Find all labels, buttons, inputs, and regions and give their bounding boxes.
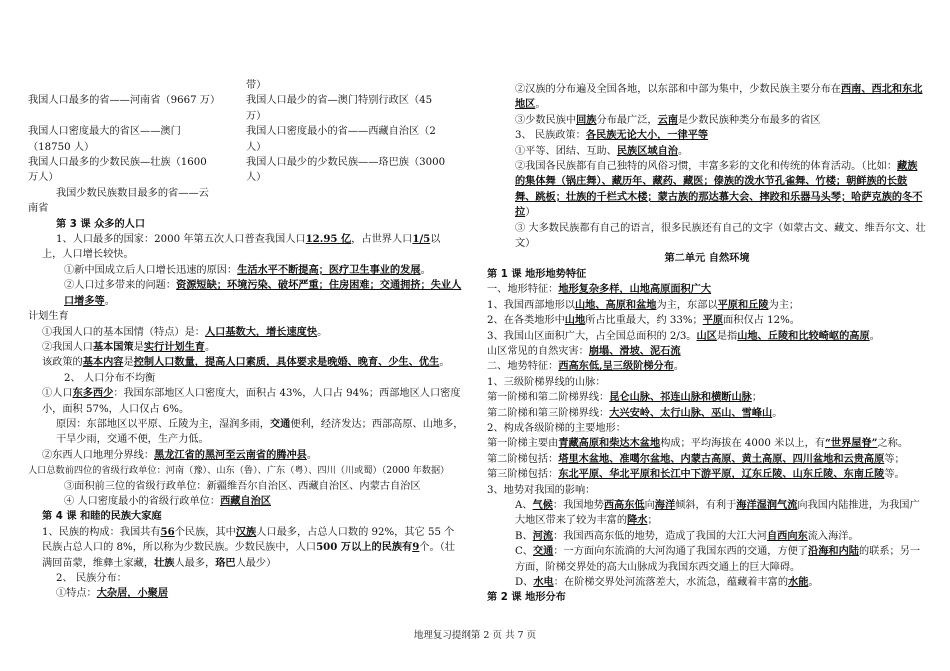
- paragraph: 3、地势对我国的影响：: [487, 484, 596, 496]
- paragraph: 1、人口最多的国家：2000 年第五次人口普查我国人口12.95 亿，占世界人口1/5以: [56, 233, 441, 246]
- paragraph: 2、在各类地形中山地所占比重最大，约 33%；平原面积仅占 12%。: [487, 314, 800, 327]
- stat-line: 万人） 人）: [28, 172, 267, 184]
- paragraph: 二、地势特征：西高东低,呈三级阶梯分布。: [487, 360, 685, 373]
- paragraph: ④ 人口密度最小的省级行政单位：西藏自治区: [64, 494, 271, 507]
- paragraph: 第二阶梯包括：塔里木盆地、准噶尔盆地、内蒙古高原、黄土高原、四川盆地和云贵高原等；: [487, 452, 905, 465]
- stat-line: 万）: [246, 110, 267, 122]
- paragraph: 3、我国山区面积广大，占全国总面积的 2/3。山区是指山地、丘陵和比较崎岖的高原。: [487, 329, 880, 342]
- paragraph: 我国少数民族数目最多的省——云: [56, 187, 209, 199]
- paragraph: 计划生育: [28, 311, 69, 323]
- paragraph: ②我国各民族都有自己独特的风俗习惯，丰富多彩的文化和传统的体育活动。（比如：藏族的集体舞（锅庄舞）、藏历年、藏药、藏医；傣族的泼水节孔雀舞、竹楼；朝鲜族的长鼓舞、跳板；壮族的千栏式木楼；蒙古族的那达慕大会、摔跤和乐器马头琴；哈萨克族的冬不拉）: [515, 160, 923, 219]
- page-footer: 地理复习提纲第 2 页 共 7 页: [413, 630, 537, 641]
- paragraph: A、气候：我国地势西高东低向海洋倾斜，有利于海洋湿润气流向我国内陆推进，为我国广大地区带来了较为丰富的降水；: [515, 498, 920, 527]
- paragraph: ③少数民族中回族分布最广泛，云南是少数民族种类分布最多的省区: [515, 113, 821, 126]
- paragraph: 3、 民族政策：各民族无论大小，一律平等: [515, 129, 709, 142]
- paragraph: 该政策的基本内容是控制人口数量，提高人口素质，具体要求是晚婚、晚育、少生、优生。: [42, 356, 450, 369]
- paragraph: 1、我国西部地形以山地、高原和盆地为主，东部以平原和丘陵为主；: [487, 298, 800, 311]
- stat-lines: [28, 78, 464, 186]
- right-column: [487, 82, 927, 606]
- paragraph: 第三阶梯包括：东北平原、华北平原和长江中下游平原，辽东丘陵、山东丘陵、东南丘陵等。: [487, 468, 905, 481]
- paragraph: 1、民族的构成：我国共有56个民族，其中汉族人口最多，占总人口数的 92%，其它 55 个民族占总人口的 8%，所以称为少数民族。少数民族中，人口500 万以上的民族有9个。（壮满回苗蒙，维彝土家藏，壮族人最多，珞巴人最少）: [42, 525, 455, 569]
- left-column: [28, 78, 464, 602]
- paragraph: ③ 大多数民族都有自己的语言，很多民族还有自己的文字（如蒙古文、藏文、维吾尔文、壮文）: [515, 222, 926, 250]
- paragraph: 第一阶梯和第二阶梯界线：昆仑山脉、祁连山脉和横断山脉；: [487, 391, 763, 404]
- paragraph: ①人口东多西少：我国东部地区人口密度大，面积占 43%，人口占 94%；西部地区人口密度小，面积 57%，人口仅占 6%。: [42, 387, 461, 415]
- paragraph: 第二阶梯和第三阶梯界线：大兴安岭、太行山脉、巫山、雪峰山。: [487, 406, 783, 419]
- stat-line: 带）: [246, 80, 267, 91]
- paragraph: C、交通：一方面向东流淌的大河沟通了我国东西的交通，方便了沿海和内陆的联系；另一方面，阶梯交界处的高大山脉成为我国东西交通上的巨大障碍。: [515, 545, 921, 573]
- stat-line: （18750 人） 人）: [28, 141, 267, 153]
- lesson-1-heading: 第 1 课 地形地势特征: [487, 268, 587, 280]
- paragraph: 2、构成各级阶梯的主要地形：: [487, 422, 626, 434]
- paragraph: ②我国人口基本国策是实行计划生育。: [42, 340, 216, 353]
- paragraph: 山区常见的自然灾害：崩塌、滑坡、泥石流: [487, 344, 681, 357]
- lesson-3-heading: 第 3 课 众多的人口: [56, 218, 146, 230]
- paragraph: ①我国人口的基本国情（特点）是：人口基数大，增长速度快。: [42, 325, 328, 338]
- paragraph: 第一阶梯主要由青藏高原和柴达木盆地构成；平均海拔在 4000 米以上，有“世界屋脊”之称。: [487, 437, 909, 450]
- lesson-2-heading: 第 2 课 地形分布: [487, 592, 566, 604]
- paragraph: ①特点：大杂居，小聚居: [56, 587, 169, 600]
- paragraph: D、水电：在阶梯交界处河流落差大，水流急，蕴藏着丰富的水能。: [515, 576, 819, 588]
- paragraph: ③面积前三位的省级行政单位：新疆维吾尔自治区、西藏自治区、内蒙古自治区: [64, 480, 421, 492]
- stat-line: 我国人口最多的省——河南省（9667 万） 我国人口最少的省—澳门特别行政区（45: [28, 95, 433, 107]
- paragraph: ②汉族的分布遍及全国各地，以东部和中部为集中，少数民族主要分布在西南、西北和东北地区。: [515, 83, 923, 111]
- paragraph: 南省: [28, 203, 49, 215]
- paragraph: 上，人口增长较快。: [42, 249, 134, 261]
- paragraph: ①平等、团结、互助、民族区域自治。: [515, 144, 689, 157]
- paragraph: 2、 人口分布不均衡: [64, 372, 156, 384]
- paragraph: B、河流：我国西高东低的地势，造成了我国的大江大河自西向东流入海洋。: [515, 529, 859, 542]
- paragraph: 2、 民族分布：: [56, 573, 127, 584]
- unit-heading: 第二单元 自然环境: [664, 253, 750, 265]
- paragraph: ②东西人口地理分界线：黑龙江省的黑河至云南省的腾冲县。: [42, 448, 318, 461]
- lesson-4-heading: 第 4 课 和睦的民族大家庭: [42, 511, 162, 523]
- paragraph: 原因：东部地区以平原、丘陵为主，湿润多雨，交通便利，经济发达；西部高原、山地多，干旱少雨，交通不便，生产力低。: [56, 417, 464, 446]
- paragraph: 1、三级阶梯界线的山脉：: [487, 376, 606, 388]
- paragraph: 一、地形特征：地形复杂多样，山地高原面积广大: [487, 283, 712, 296]
- paragraph: ①新中国成立后人口增长迅速的原因：生活水平不断提高；医疗卫生事业的发展。: [64, 263, 431, 276]
- stat-line: 我国人口密度最大的省区——澳门 我国人口密度最小的省——西藏自治区（2: [28, 126, 436, 138]
- stat-line: 我国人口最多的少数民族—壮族（1600 我国人口最少的少数民族——珞巴族（3000: [28, 157, 446, 169]
- paragraph: 人口总数前四位的省级行政单位：河南（豫）、山东（鲁）、广东（粤）、四川（川或蜀）（2000 年数据）: [28, 465, 450, 477]
- paragraph: ②人口过多带来的问题：资源短缺；环境污染、破坏严重；住房困难；交通拥挤；失业人口增多等。: [64, 279, 462, 307]
